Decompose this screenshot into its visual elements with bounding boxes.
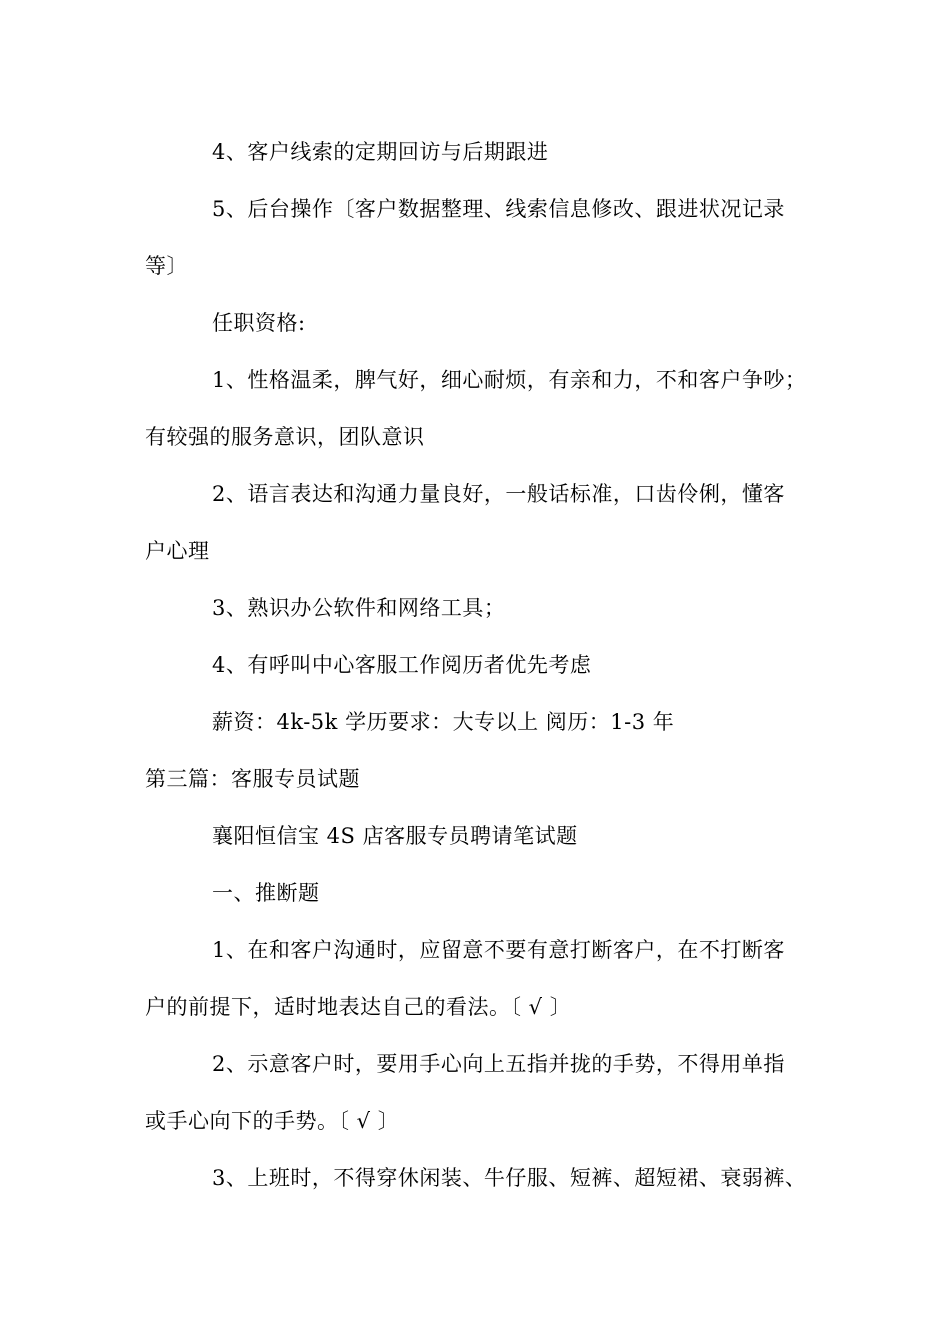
list-item-backend-ops: 5、后台操作〔客户数据整理、线索信息修改、跟进状况记录 — [212, 197, 785, 221]
question-2-cont: 或手心向下的手势。〔 √ 〕 — [145, 1109, 400, 1133]
section-heading-qualifications: 任职资格: — [212, 311, 306, 335]
exam-title: 襄阳恒信宝 4S 店客服专员聘请笔试题 — [212, 824, 578, 848]
question-3: 3、上班时，不得穿休闲装、牛仔服、短裤、超短裙、衰弱裤、 — [212, 1166, 807, 1190]
question-1: 1、在和客户沟通时，应留意不要有意打断客户，在不打断客 — [212, 938, 785, 962]
list-item-personality-cont: 有较强的服务意识，团队意识 — [145, 425, 425, 449]
list-item-backend-ops-cont: 等〕 — [145, 254, 188, 278]
question-2: 2、示意客户时，要用手心向上五指并拢的手势，不得用单指 — [212, 1052, 785, 1076]
list-item-experience: 4、有呼叫中心客服工作阅历者优先考虑 — [212, 653, 592, 677]
question-1-cont: 户的前提下，适时地表达自己的看法。〔 √ 〕 — [145, 995, 572, 1019]
list-item-communication-cont: 户心理 — [145, 539, 210, 563]
section-heading-judgement: 一、推断题 — [212, 881, 320, 905]
chapter-title: 第三篇：客服专员试题 — [145, 767, 360, 791]
list-item-communication: 2、语言表达和沟通力量良好，一般话标准，口齿伶俐，懂客 — [212, 482, 785, 506]
salary-requirements: 薪资：4k-5k 学历要求：大专以上 阅历：1-3 年 — [212, 710, 675, 734]
list-item-personality: 1、性格温柔，脾气好，细心耐烦，有亲和力，不和客户争吵； — [212, 368, 807, 392]
list-item-followup: 4、客户线索的定期回访与后期跟进 — [212, 140, 549, 164]
list-item-software: 3、熟识办公软件和网络工具； — [212, 596, 506, 620]
